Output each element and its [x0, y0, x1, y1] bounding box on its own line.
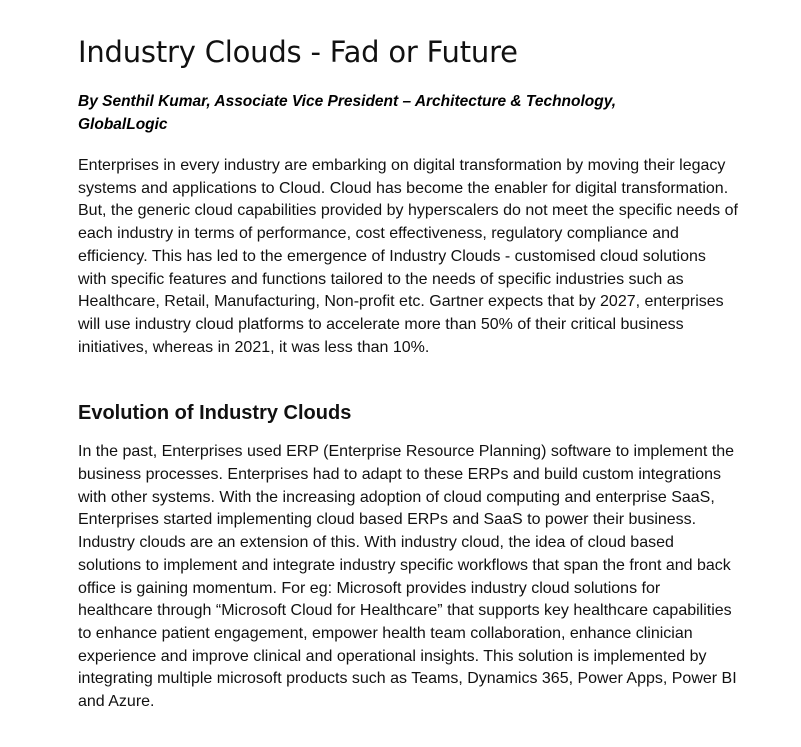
section-paragraph: In the past, Enterprises used ERP (Enterprise Resource Planning) software to implement the business processes. Enterprises had to adapt to these ERPs and build custom integrations with other systems. With the increasing adoption of cloud computing and enterprise SaaS, Enterprises started implementing cloud based ERPs and SaaS to power their business. Industry clouds are an extension of this. With industry cloud, the idea of cloud based solutions to implement and integrate industry specific workflows that span the front and back office is gaining momentum. For eg: Microsoft provides industry cloud solutions for healthcare through “Microsoft Cloud for Healthcare” that supports key healthcare capabilities to enhance patient engagement, empower health team collaboration, enhance clinician experience and improve clinical and operational insights. This solution is implemented by integrating multiple microsoft products such as Teams, Dynamics 365, Power Apps, Power BI and Azure.: [78, 443, 737, 711]
document-title: Industry Clouds - Fad or Future: [78, 35, 518, 69]
document-page: [78, 34, 738, 714]
section-heading: Evolution of Industry Clouds: [78, 402, 352, 425]
intro-paragraph: Enterprises in every industry are embarking on digital transformation by moving their legacy systems and applications to Cloud. Cloud has become the enabler for digital transformation. But, the generic cloud capabilities provided by hyperscalers do not meet the specific needs of each industry in terms of performance, cost effectiveness, regulatory compliance and efficiency. This has led to the emergence of Industry Clouds - customised cloud solutions with specific features and functions tailored to the needs of specific industries such as Healthcare, Retail, Manufacturing, Non-profit etc. Gartner expects that by 2027, enterprises will use industry cloud platforms to accelerate more than 50% of their critical business initiatives, whereas in 2021, it was less than 10%.: [78, 157, 738, 356]
author-byline: By Senthil Kumar, Associate Vice President – Architecture & Technology, GlobalLogic: [78, 93, 617, 133]
